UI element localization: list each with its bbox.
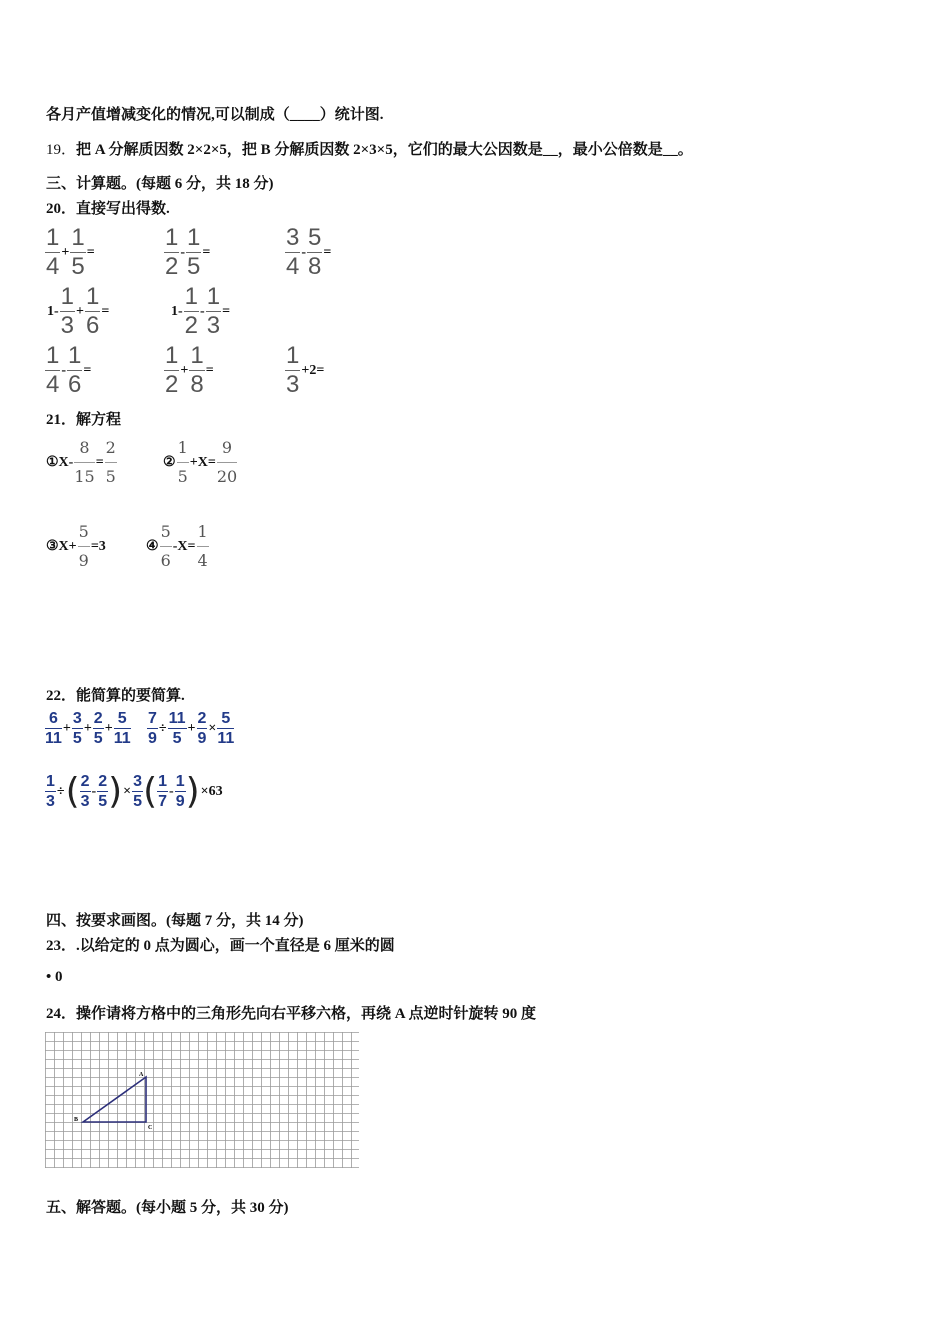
q20-title: 20．直接写出得数.: [46, 201, 170, 217]
q20-r3-item2: $\frac{1}{2}$ + $\frac{1}{8}$ =: [165, 342, 214, 398]
q21-equation4: ④ $\frac{5}{6}$ -X= $\frac{1}{4}$: [146, 522, 208, 570]
q20-r1-item3: $\frac{3}{4}$ - $\frac{5}{8}$ =: [286, 224, 332, 280]
section3-heading: 三、计算题。(每题 6 分，共 18 分): [46, 176, 274, 192]
q20-r2-item2: 1- $\frac{1}{2}$ - $\frac{1}{3}$ =: [171, 283, 231, 339]
left-paren-icon: (: [143, 771, 158, 812]
q20-r2-item1: 1- $\frac{1}{3}$ + $\frac{1}{6}$ =: [47, 283, 110, 339]
q19-number: 19．: [46, 142, 77, 158]
q19-text: 把 A 分解质因数 2×2×5，把 B 分解质因数 2×3×5，它们的最大公因数是__，最小公倍数是__。: [76, 142, 693, 158]
q21-equation3: ③X+ $\frac{5}{9}$ =3: [46, 522, 106, 570]
q22-expression1: $\frac{6}{11}$ + $\frac{3}{5}$ + $\frac{2}{5}$ + $\frac{5}{11}$: [45, 710, 131, 747]
q20-r3-item3: $\frac{1}{3}$ +2=: [286, 342, 325, 398]
right-paren-icon: ): [108, 771, 123, 812]
grid-svg: [45, 1032, 359, 1168]
left-paren-icon: (: [65, 771, 80, 812]
section5-heading: 五、解答题。(每小题 5 分，共 30 分): [46, 1200, 289, 1216]
label-b: B: [74, 1117, 79, 1123]
label-c: C: [148, 1125, 153, 1131]
q20-r3-item1: $\frac{1}{4}$ - $\frac{1}{6}$ =: [46, 342, 92, 398]
label-a: A: [139, 1072, 144, 1078]
q22-expression3: $\frac{1}{3}$ ÷( $\frac{2}{3}$ - $\frac{2}{5}$ )× $\frac{3}{5}$ ( $\frac{1}{7}$ - $\frac{1}{9}$ )×63: [46, 771, 223, 812]
section4-heading: 四、按要求画图。(每题 7 分，共 14 分): [46, 913, 304, 929]
q23-center-point: • 0: [46, 969, 63, 985]
q24-text: 24．操作请将方格中的三角形先向右平移六格，再绕 A 点逆时针旋转 90 度: [46, 1006, 537, 1022]
q22-title: 22．能简算的要简算.: [46, 688, 185, 704]
q18-tail: 各月产值增减变化的情况,可以制成（____）统计图.: [46, 107, 384, 123]
q23-text: 23．.以给定的 0 点为圆心，画一个直径是 6 厘米的圆: [46, 938, 395, 954]
triangle-abc: [83, 1077, 146, 1122]
q20-r1-item1: $\frac{1}{4}$ + $\frac{1}{5}$ =: [46, 224, 95, 280]
q24-grid: [45, 1032, 359, 1168]
q21-equation1: ①X- $\frac{8}{15}$ = $\frac{2}{5}$: [46, 438, 116, 486]
q21-title: 21．解方程: [46, 412, 122, 428]
q22-expression2: $\frac{7}{9}$ ÷ $\frac{11}{5}$ + $\frac{2}{9}$ × $\frac{5}{11}$: [148, 710, 235, 747]
q20-r1-item2: $\frac{1}{2}$ - $\frac{1}{5}$ =: [165, 224, 211, 280]
q21-equation2: ② $\frac{1}{5}$ +X= $\frac{9}{20}$: [163, 438, 238, 486]
q19: [46, 138, 693, 159]
right-paren-icon: ): [185, 771, 200, 812]
